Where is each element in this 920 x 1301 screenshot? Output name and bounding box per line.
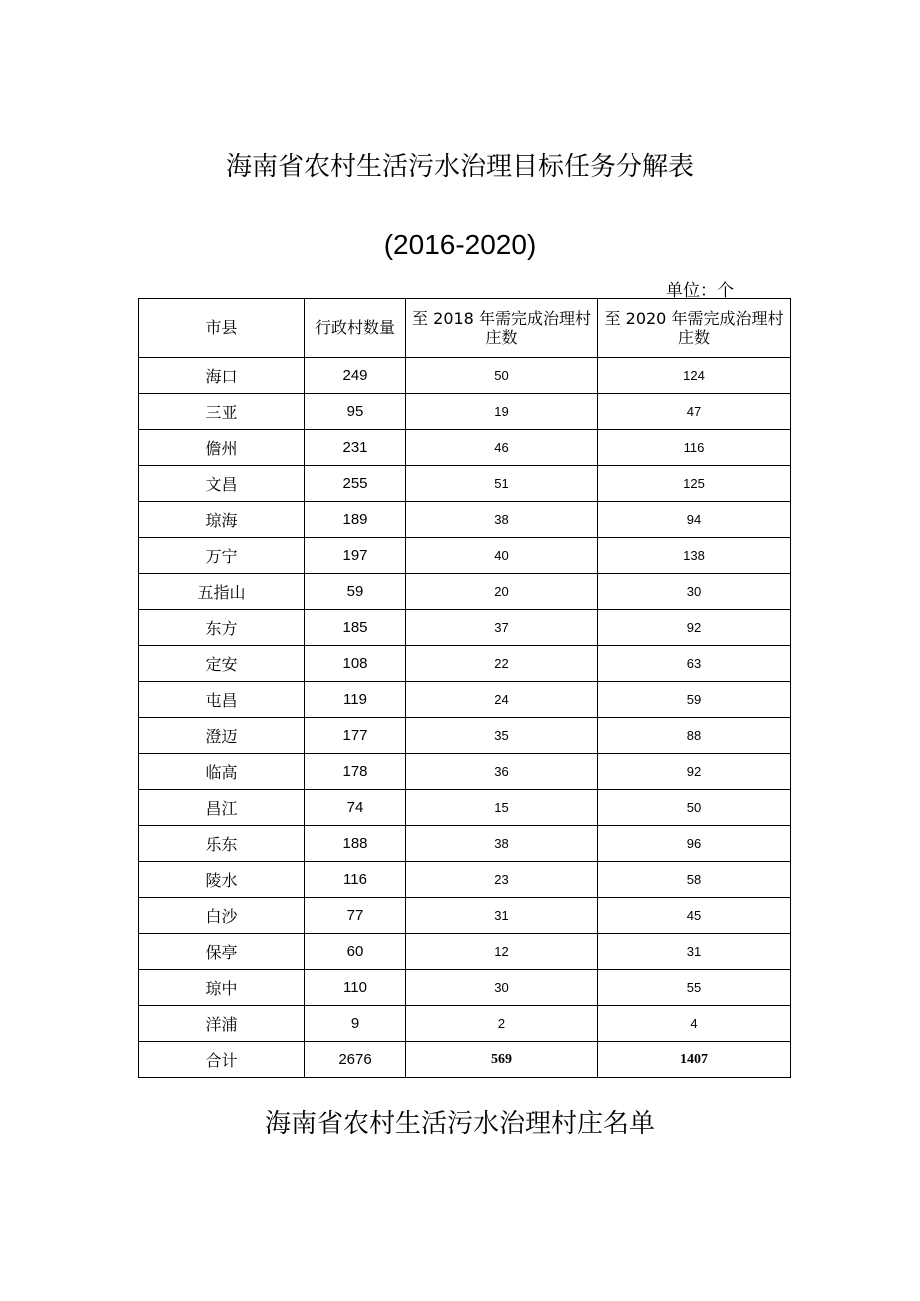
table-header-row	[139, 299, 791, 358]
city-cell: 昌江	[139, 790, 305, 826]
target-2018-cell: 38	[406, 826, 598, 862]
total-villages-cell: 2676	[305, 1042, 406, 1078]
target-table	[138, 298, 791, 1078]
city-cell: 临高	[139, 754, 305, 790]
target-2018-cell: 51	[406, 466, 598, 502]
target-2020-cell: 96	[598, 826, 791, 862]
target-2018-cell: 50	[406, 358, 598, 394]
villages-cell: 77	[305, 898, 406, 934]
total-label-cell: 合计	[139, 1042, 305, 1078]
villages-cell: 116	[305, 862, 406, 898]
villages-cell: 177	[305, 718, 406, 754]
table-row	[139, 430, 791, 466]
city-cell: 文昌	[139, 466, 305, 502]
unit-label: 单位：个	[666, 281, 734, 301]
table-row	[139, 574, 791, 610]
table-row	[139, 466, 791, 502]
target-2018-cell: 30	[406, 970, 598, 1006]
city-cell: 白沙	[139, 898, 305, 934]
table-row	[139, 934, 791, 970]
target-2020-cell: 30	[598, 574, 791, 610]
table-row	[139, 610, 791, 646]
target-2018-cell: 24	[406, 682, 598, 718]
target-2020-cell: 124	[598, 358, 791, 394]
table-row	[139, 646, 791, 682]
city-cell: 万宁	[139, 538, 305, 574]
target-2018-cell: 46	[406, 430, 598, 466]
target-2018-cell: 38	[406, 502, 598, 538]
villages-cell: 110	[305, 970, 406, 1006]
city-cell: 三亚	[139, 394, 305, 430]
table-row	[139, 970, 791, 1006]
villages-cell: 108	[305, 646, 406, 682]
target-2018-cell: 35	[406, 718, 598, 754]
target-2020-cell: 138	[598, 538, 791, 574]
villages-cell: 255	[305, 466, 406, 502]
city-cell: 琼海	[139, 502, 305, 538]
target-2018-cell: 36	[406, 754, 598, 790]
city-cell: 琼中	[139, 970, 305, 1006]
city-cell: 儋州	[139, 430, 305, 466]
target-2018-cell: 12	[406, 934, 598, 970]
total-target-2020-cell: 1407	[598, 1042, 791, 1078]
document-title: 海南省农村生活污水治理目标任务分解表	[225, 152, 694, 182]
table-row	[139, 754, 791, 790]
target-2020-cell: 59	[598, 682, 791, 718]
villages-cell: 9	[305, 1006, 406, 1042]
document-year-range: (2016-2020)	[383, 229, 537, 260]
city-cell: 东方	[139, 610, 305, 646]
table-row	[139, 358, 791, 394]
target-2020-cell: 55	[598, 970, 791, 1006]
target-2018-cell: 31	[406, 898, 598, 934]
table-body	[139, 358, 791, 1078]
table-row	[139, 1006, 791, 1042]
target-2018-cell: 22	[406, 646, 598, 682]
city-cell: 屯昌	[139, 682, 305, 718]
target-2020-cell: 45	[598, 898, 791, 934]
target-2018-cell: 15	[406, 790, 598, 826]
target-2020-cell: 125	[598, 466, 791, 502]
total-row	[139, 1042, 791, 1078]
target-2020-cell: 92	[598, 610, 791, 646]
city-cell: 五指山	[139, 574, 305, 610]
table-row	[139, 538, 791, 574]
city-cell: 海口	[139, 358, 305, 394]
table-row	[139, 718, 791, 754]
header-target-2020: 至 2020 年需完成治理村庄数	[598, 299, 791, 358]
header-city: 市县	[139, 299, 305, 358]
table-row	[139, 394, 791, 430]
target-2018-cell: 20	[406, 574, 598, 610]
target-2018-cell: 19	[406, 394, 598, 430]
city-cell: 乐东	[139, 826, 305, 862]
target-2020-cell: 88	[598, 718, 791, 754]
total-target-2018-cell: 569	[406, 1042, 598, 1078]
city-cell: 保亭	[139, 934, 305, 970]
villages-cell: 74	[305, 790, 406, 826]
villages-cell: 231	[305, 430, 406, 466]
city-cell: 澄迈	[139, 718, 305, 754]
table-row	[139, 862, 791, 898]
villages-cell: 59	[305, 574, 406, 610]
table-row	[139, 826, 791, 862]
target-2020-cell: 4	[598, 1006, 791, 1042]
target-2020-cell: 31	[598, 934, 791, 970]
villages-cell: 60	[305, 934, 406, 970]
city-cell: 陵水	[139, 862, 305, 898]
table-row	[139, 898, 791, 934]
city-cell: 洋浦	[139, 1006, 305, 1042]
villages-cell: 95	[305, 394, 406, 430]
target-2020-cell: 63	[598, 646, 791, 682]
target-2020-cell: 116	[598, 430, 791, 466]
villages-cell: 188	[305, 826, 406, 862]
villages-cell: 185	[305, 610, 406, 646]
target-2020-cell: 50	[598, 790, 791, 826]
header-target-2018: 至 2018 年需完成治理村庄数	[406, 299, 598, 358]
table-row	[139, 502, 791, 538]
villages-cell: 119	[305, 682, 406, 718]
target-2018-cell: 23	[406, 862, 598, 898]
table-row	[139, 682, 791, 718]
target-2020-cell: 92	[598, 754, 791, 790]
village-list-title: 海南省农村生活污水治理村庄名单	[264, 1109, 655, 1139]
target-2018-cell: 2	[406, 1006, 598, 1042]
header-villages: 行政村数量	[305, 299, 406, 358]
target-2020-cell: 58	[598, 862, 791, 898]
villages-cell: 189	[305, 502, 406, 538]
target-2020-cell: 47	[598, 394, 791, 430]
villages-cell: 178	[305, 754, 406, 790]
city-cell: 定安	[139, 646, 305, 682]
table-row	[139, 790, 791, 826]
villages-cell: 249	[305, 358, 406, 394]
target-2018-cell: 40	[406, 538, 598, 574]
target-2020-cell: 94	[598, 502, 791, 538]
target-2018-cell: 37	[406, 610, 598, 646]
villages-cell: 197	[305, 538, 406, 574]
